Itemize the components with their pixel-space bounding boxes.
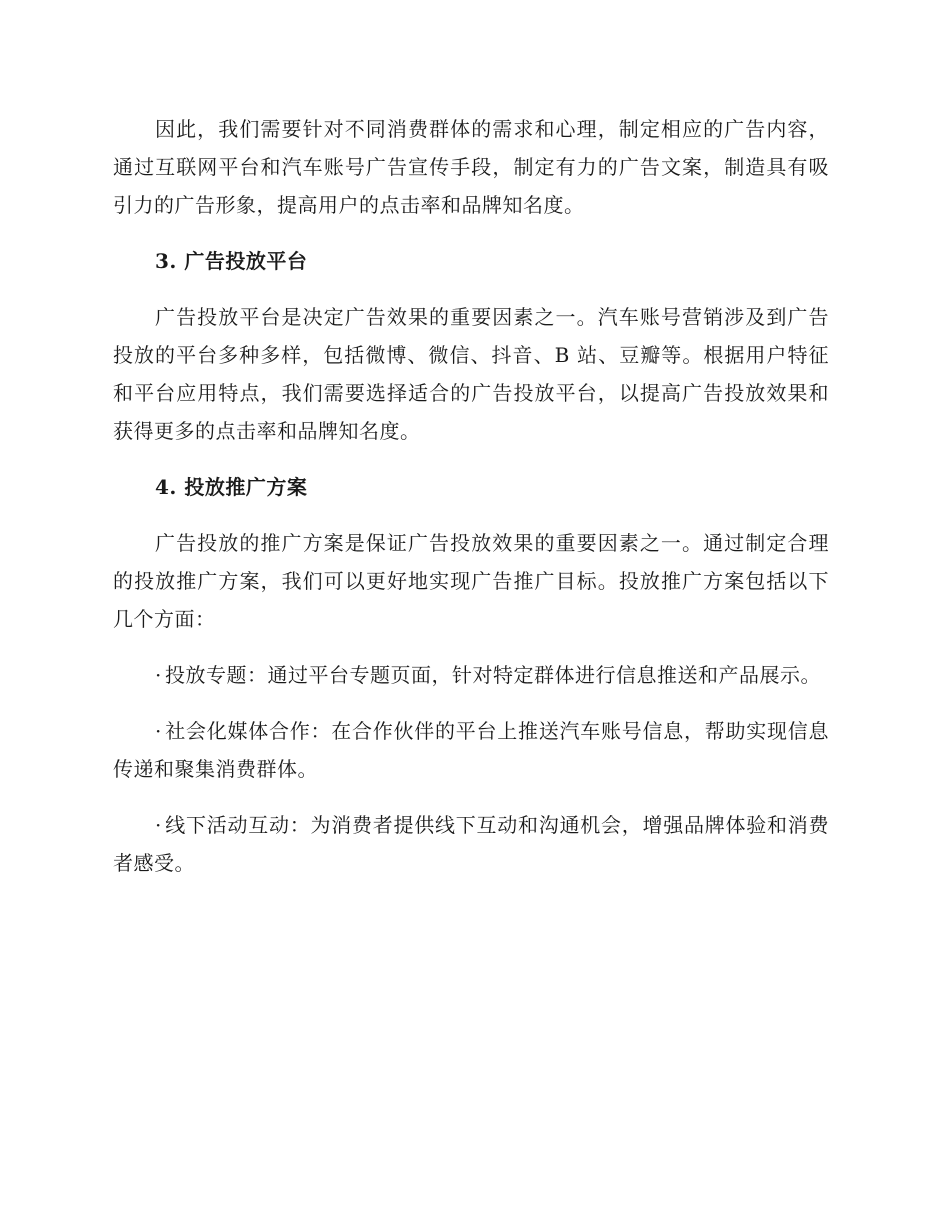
bullet-text: 投放专题：通过平台专题页面，针对特定群体进行信息推送和产品展示。 [165,663,821,687]
intro-paragraph: 因此，我们需要针对不同消费群体的需求和心理，制定相应的广告内容，通过互联网平台和汽车账号广告宣传手段，制定有力的广告文案，制造具有吸引力的广告形象，提高用户的点击率和品牌知名度。 [113,117,829,217]
bullet-item-offline-events [113,806,829,882]
document-page [113,110,829,900]
section-3-heading: 3. 广告投放平台 [155,249,308,273]
section-4-paragraph: 广告投放的推广方案是保证广告投放效果的重要因素之一。通过制定合理的投放推广方案，我们可以更好地实现广告推广目标。投放推广方案包括以下几个方面： [113,531,829,631]
bullet-item-topic [113,656,829,694]
bullet-text: 线下活动互动：为消费者提供线下互动和沟通机会，增强品牌体验和消费者感受。 [113,813,829,875]
bullet-item-social-media [113,712,829,788]
bullet-marker: · [155,813,162,837]
bullet-marker: · [155,719,162,743]
bullet-text: 社会化媒体合作：在合作伙伴的平台上推送汽车账号信息，帮助实现信息传递和聚集消费群体。 [113,719,829,781]
section-3-paragraph: 广告投放平台是决定广告效果的重要因素之一。汽车账号营销涉及到广告投放的平台多种多样，包括微博、微信、抖音、B 站、豆瓣等。根据用户特征和平台应用特点，我们需要选择适合的广告投放平台，以提高广告投放效果和获得更多的点击率和品牌知名度。 [113,305,829,443]
section-4-heading: 4. 投放推广方案 [155,475,308,499]
bullet-marker: · [155,663,162,687]
